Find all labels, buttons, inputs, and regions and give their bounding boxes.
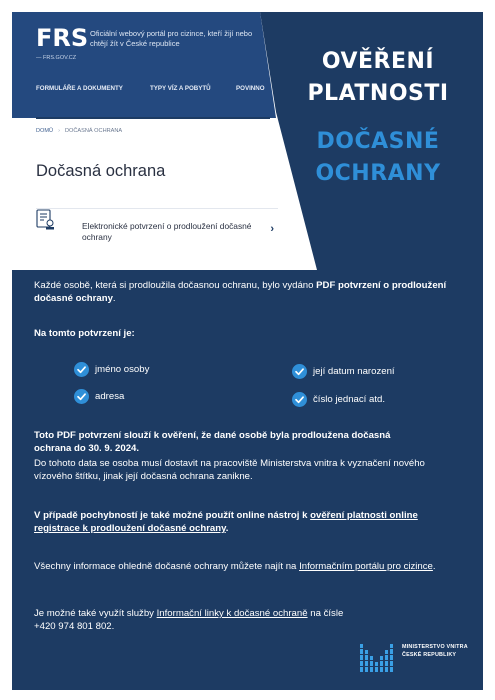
contains-heading: Na tomto potvrzení je: — [34, 328, 135, 339]
title-line-3: DOČASNÉ — [316, 129, 440, 154]
info-text: Všechny informace ohledně dočasné ochrany můžete najít na — [34, 561, 300, 572]
ministry-logo-icon — [360, 640, 398, 676]
contains-item-label: adresa — [95, 391, 125, 402]
intro-bold: PDF potvrzení o prodloužení dočasné ochrany — [34, 280, 447, 304]
check-circle-icon — [292, 392, 307, 407]
info-portal-link[interactable]: Informačním portálu pro cizince — [299, 561, 433, 572]
contains-item — [74, 362, 149, 377]
online-tool-text: V případě pochybností je také možné použít online nástroj k — [34, 510, 311, 521]
frs-logo[interactable]: FRS — [36, 24, 89, 52]
helpline-paragraph — [34, 607, 364, 633]
online-tool-paragraph — [34, 509, 452, 535]
ministry-name — [402, 643, 468, 659]
validity-bold: Toto PDF potvrzení slouží k ověření, že dané osobě byla prodloužena dočasná ochrana do 30. 9. 2024. — [34, 430, 391, 454]
title-line-2: PLATNOSTI — [307, 81, 449, 106]
contains-item — [292, 364, 395, 379]
check-circle-icon — [74, 389, 89, 404]
contains-item-label: jméno osoby — [95, 364, 150, 375]
breadcrumb-home[interactable]: DOMŮ — [36, 128, 54, 134]
info-paragraph — [34, 560, 452, 573]
document-stamp-icon — [36, 209, 56, 231]
page-title: Dočasná ochrana — [36, 162, 166, 180]
ministry-line-2: ČESKÉ REPUBLIKY — [402, 652, 457, 658]
contains-item-label: číslo jednací atd. — [313, 394, 385, 405]
helpline-text: Je možné také využít služby — [34, 608, 157, 619]
check-circle-icon — [74, 362, 89, 377]
poster-title — [288, 46, 468, 190]
helpline-link[interactable]: Informační linky k dočasné ochraně — [156, 608, 308, 619]
nav-forms[interactable]: FORMULÁŘE A DOKUMENTY — [36, 85, 123, 92]
contains-item-label: její datum narození — [313, 366, 395, 377]
chevron-right-icon: › — [270, 223, 274, 235]
breadcrumb-separator: › — [58, 128, 60, 134]
nav-visa-types[interactable]: TYPY VÍZ A POBYTŮ — [150, 85, 211, 92]
validity-text: Do tohoto data se osoba musí dostavit na pracoviště Ministerstva vnitra k vyznačení nového vízového štítku, jinak její dočasná ochrana zanikne. — [34, 458, 425, 482]
check-circle-icon — [292, 364, 307, 379]
intro-text: Každé osobě, která si prodloužila dočasnou ochranu, bylo vydáno — [34, 280, 317, 291]
helpline-end: na čísle +420 974 801 802. — [34, 608, 344, 632]
flyer-poster — [12, 12, 483, 690]
info-end: . — [432, 561, 436, 572]
title-line-1: OVĚŘENÍ — [321, 49, 435, 74]
certificate-link-text: Elektronické potvrzení o prodloužení dočasné ochrany — [82, 221, 252, 242]
online-tool-end: . — [225, 523, 229, 534]
certificate-link[interactable] — [36, 208, 278, 254]
ministry-line-1: MINISTERSTVO VNITRA — [402, 644, 468, 650]
contains-item — [292, 392, 385, 407]
title-line-4: OCHRANY — [315, 161, 441, 186]
nav-obligations[interactable]: POVINNO — [236, 85, 265, 92]
frs-domain: — FRS.GOV.CZ — [36, 55, 77, 61]
online-tool-link[interactable]: ověření platnosti online registrace k prodloužení dočasné ochrany — [34, 510, 418, 534]
portal-header — [12, 12, 272, 118]
breadcrumb — [36, 128, 122, 134]
intro-paragraph — [34, 279, 454, 305]
frs-tagline: Oficiální webový portál pro cizince, kteří žijí nebo chtějí žít v České republice — [90, 29, 253, 48]
breadcrumb-current: DOČASNÁ OCHRANA — [64, 128, 123, 134]
contains-item — [74, 389, 124, 404]
intro-end: . — [112, 293, 116, 304]
